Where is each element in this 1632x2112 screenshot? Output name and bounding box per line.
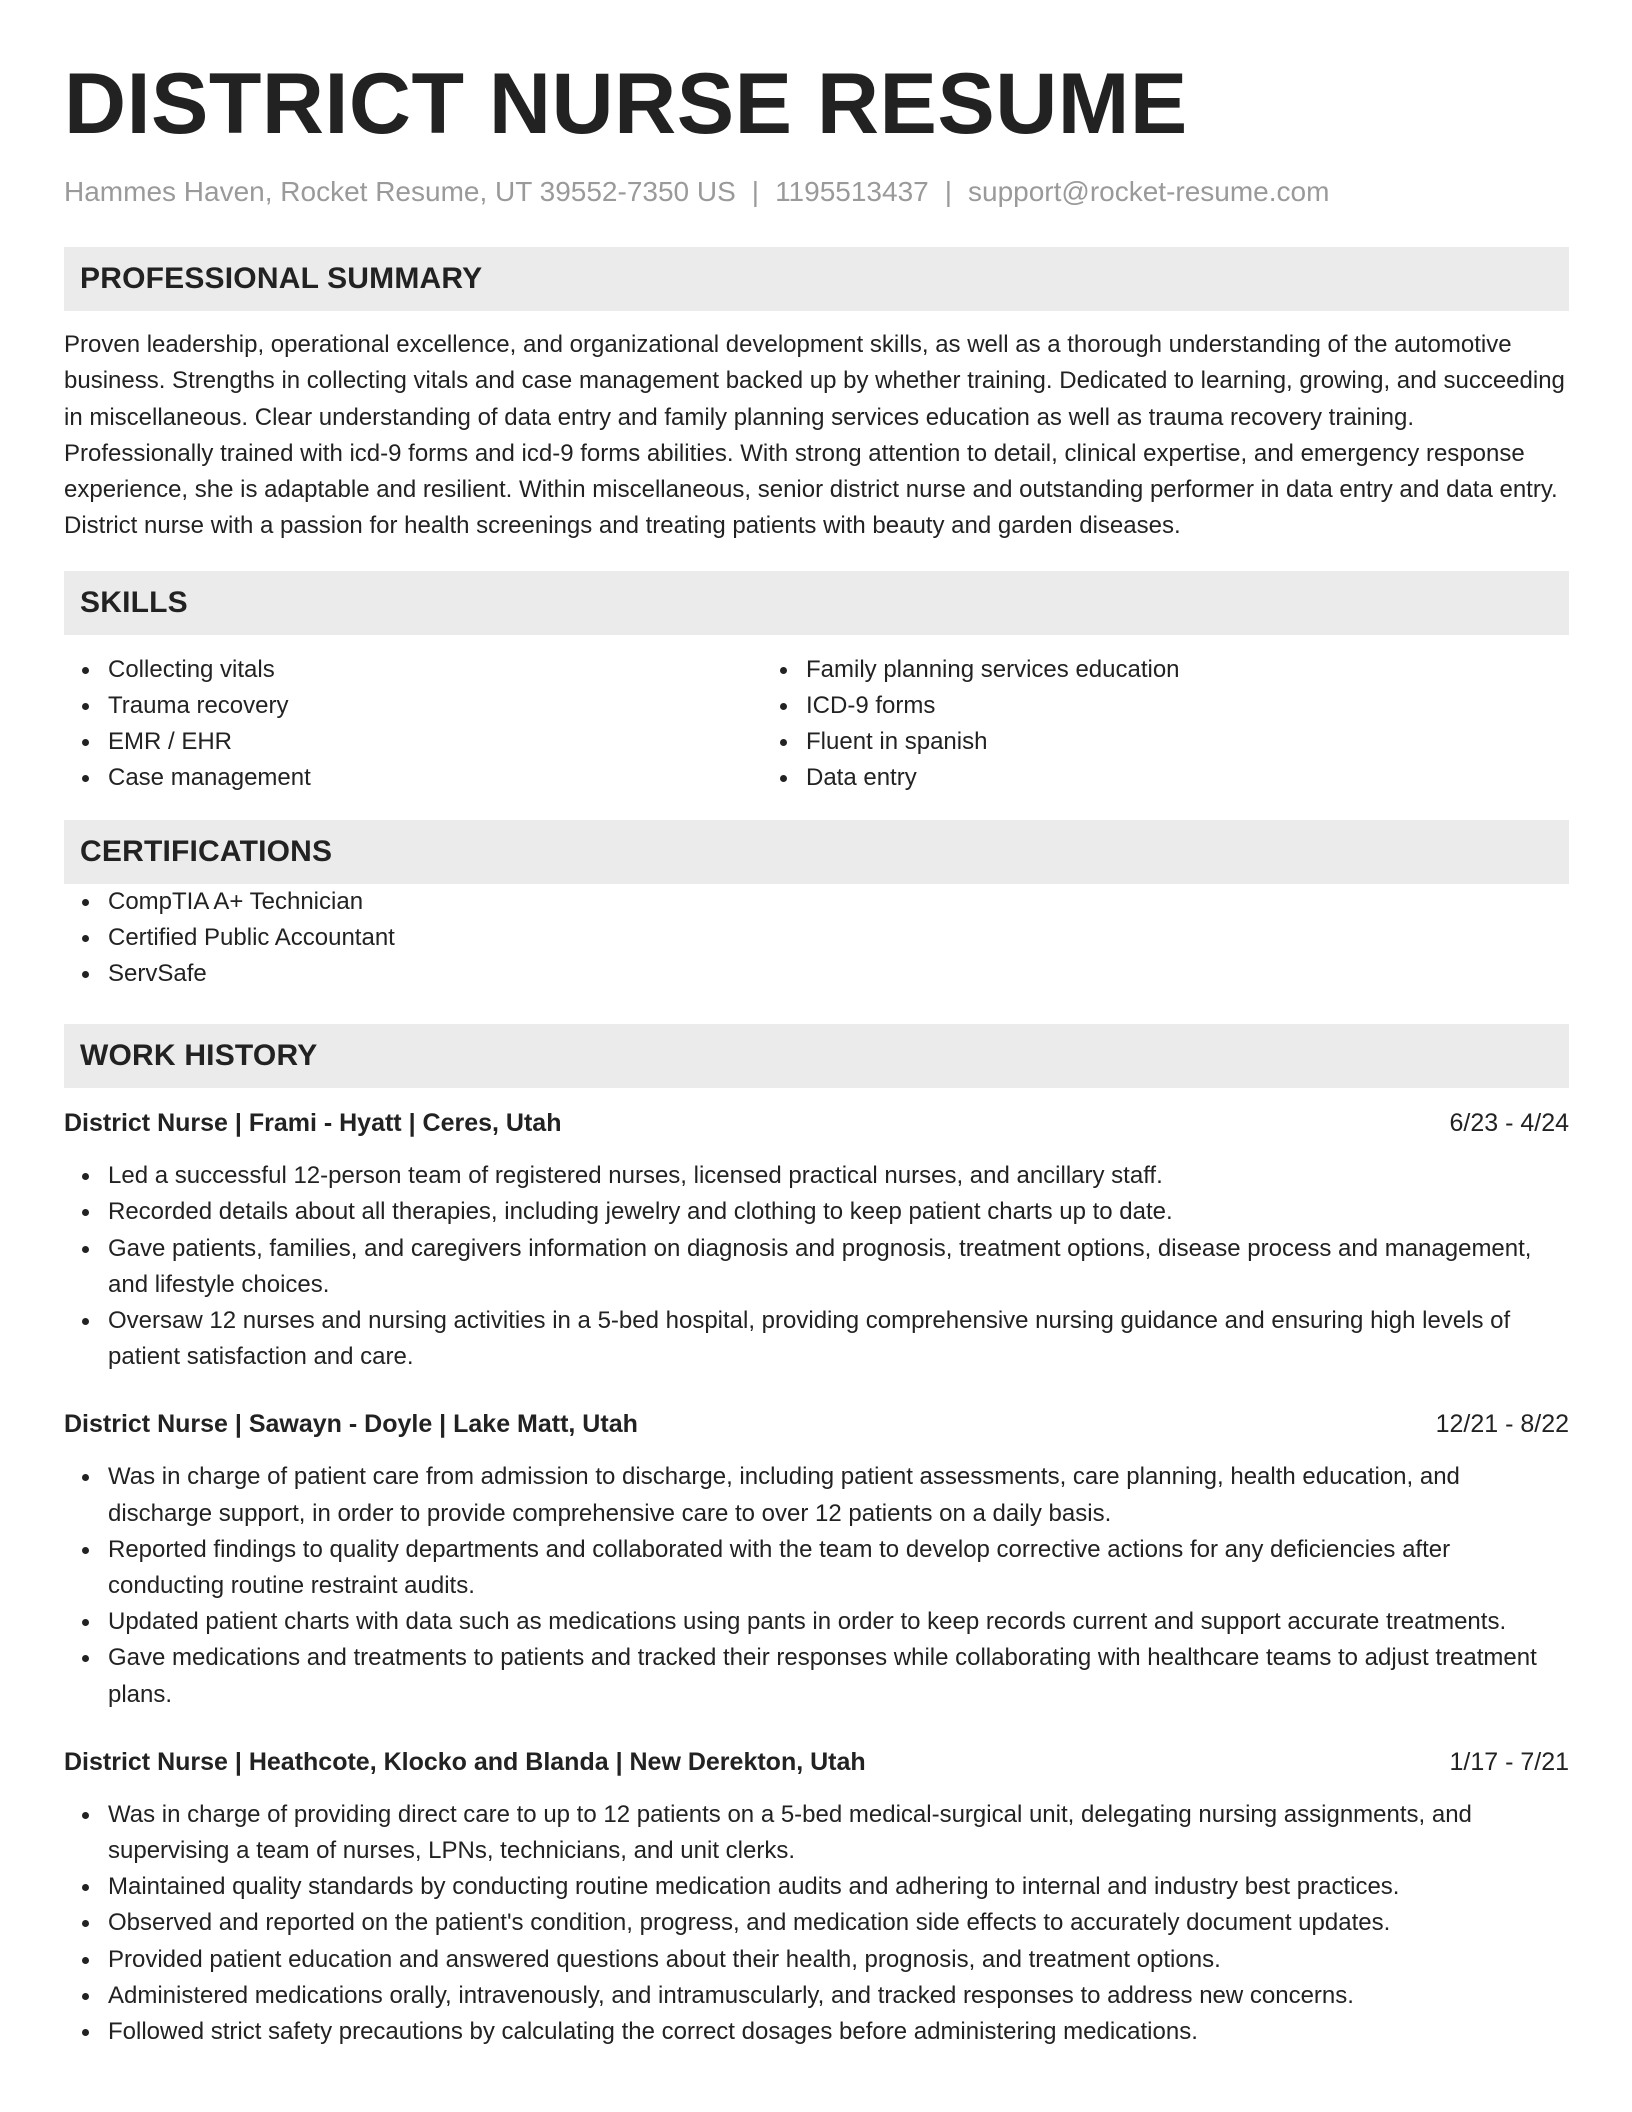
job-title: District Nurse | Sawayn - Doyle | Lake Matt, Utah xyxy=(64,1410,638,1439)
job-duty: Administered medications orally, intravenously, and intramuscularly, and tracked responses to address new concerns. xyxy=(108,1978,1569,2014)
job-title: District Nurse | Heathcote, Klocko and Blanda | New Derekton, Utah xyxy=(64,1747,866,1776)
job-duty: Oversaw 12 nurses and nursing activities in a 5-bed hospital, providing comprehensive nursing guidance and ensuring high levels of patient satisfaction and care. xyxy=(108,1303,1569,1375)
job-entry xyxy=(64,1105,1569,1375)
job-duties-list xyxy=(64,1158,1569,1375)
job-duties-list xyxy=(64,1459,1569,1712)
skill-item: ICD-9 forms xyxy=(806,688,1569,724)
resume-title: DISTRICT NURSE RESUME xyxy=(64,56,1188,152)
job-entry xyxy=(64,1406,1569,1712)
job-duty: Reported findings to quality departments and collaborated with the team to develop corrective actions for any deficiencies after conducting routine restraint audits. xyxy=(108,1532,1569,1604)
section-header-professional-summary: PROFESSIONAL SUMMARY xyxy=(64,247,1569,311)
section-header-certifications: CERTIFICATIONS xyxy=(64,820,1569,884)
job-duty: Maintained quality standards by conducting routine medication audits and adhering to internal and industry best practices. xyxy=(108,1869,1569,1905)
job-duty: Observed and reported on the patient's condition, progress, and medication side effects to accurately document updates. xyxy=(108,1905,1569,1941)
professional-summary-text: Proven leadership, operational excellence, and organizational development skills, as well as a thorough understanding of the automotive business. Strengths in collecting vitals and case management backed up by whether training. Dedicated to learning, growing, and succeeding in miscellaneous. Clear understanding of data entry and family planning services education as well as trauma recovery training. Professionally trained with icd-9 forms and icd-9 forms abilities. With strong attention to detail, clinical expertise, and emergency response experience, she is adaptable and resilient. Within miscellaneous, senior district nurse and outstanding performer in data entry and data entry. District nurse with a passion for health screenings and treating patients with beauty and garden diseases. xyxy=(64,331,1565,540)
contact-separator: | xyxy=(751,176,760,207)
job-header xyxy=(64,1105,1569,1141)
job-dates: 1/17 - 7/21 xyxy=(1449,1747,1569,1776)
job-dates: 12/21 - 8/22 xyxy=(1435,1410,1569,1439)
job-dates: 6/23 - 4/24 xyxy=(1449,1109,1569,1138)
job-header xyxy=(64,1744,1569,1780)
job-duty: Followed strict safety precautions by calculating the correct dosages before administering medications. xyxy=(108,2014,1569,2050)
section-header-work-history: WORK HISTORY xyxy=(64,1024,1569,1088)
skills-column-left xyxy=(64,652,762,797)
job-duty: Gave patients, families, and caregivers information on diagnosis and prognosis, treatment options, disease process and management, and lifestyle choices. xyxy=(108,1231,1569,1303)
job-duty: Provided patient education and answered questions about their health, prognosis, and treatment options. xyxy=(108,1942,1569,1978)
certification-item: ServSafe xyxy=(108,956,1569,992)
skill-item: Trauma recovery xyxy=(108,688,762,724)
skills-grid xyxy=(64,652,1569,797)
certification-item: Certified Public Accountant xyxy=(108,920,1569,956)
contact-separator: | xyxy=(944,176,952,207)
skill-item: Data entry xyxy=(806,760,1569,796)
job-duty: Recorded details about all therapies, including jewelry and clothing to keep patient charts up to date. xyxy=(108,1194,1569,1230)
job-header xyxy=(64,1406,1569,1442)
job-duties-list xyxy=(64,1797,1569,2050)
contact-address: Hammes Haven, Rocket Resume, UT 39552-7350 US xyxy=(64,176,736,207)
certification-item: CompTIA A+ Technician xyxy=(108,884,1569,920)
skill-item: Family planning services education xyxy=(806,652,1569,688)
contact-phone: 1195513437 xyxy=(775,176,929,207)
contact-line xyxy=(64,174,1569,210)
skill-item: Fluent in spanish xyxy=(806,724,1569,760)
job-duty: Gave medications and treatments to patients and tracked their responses while collaborating with healthcare teams to adjust treatment plans. xyxy=(108,1640,1569,1712)
job-duty: Led a successful 12-person team of registered nurses, licensed practical nurses, and ancillary staff. xyxy=(108,1158,1569,1194)
skills-column-right xyxy=(762,652,1569,797)
skill-item: EMR / EHR xyxy=(108,724,762,760)
job-duty: Was in charge of patient care from admission to discharge, including patient assessments, care planning, health education, and discharge support, in order to provide comprehensive care to over 12 patients on a daily basis. xyxy=(108,1459,1569,1531)
job-title: District Nurse | Frami - Hyatt | Ceres, Utah xyxy=(64,1109,562,1138)
job-entry xyxy=(64,1744,1569,2050)
job-duty: Updated patient charts with data such as medications using pants in order to keep records current and support accurate treatments. xyxy=(108,1604,1569,1640)
contact-email: support@rocket-resume.com xyxy=(968,176,1330,207)
job-duty: Was in charge of providing direct care to up to 12 patients on a 5-bed medical-surgical unit, delegating nursing assignments, and supervising a team of nurses, LPNs, technicians, and unit clerks. xyxy=(108,1797,1569,1869)
skill-item: Case management xyxy=(108,760,762,796)
section-header-skills: SKILLS xyxy=(64,571,1569,635)
certifications-list xyxy=(64,884,1569,993)
skill-item: Collecting vitals xyxy=(108,652,762,688)
